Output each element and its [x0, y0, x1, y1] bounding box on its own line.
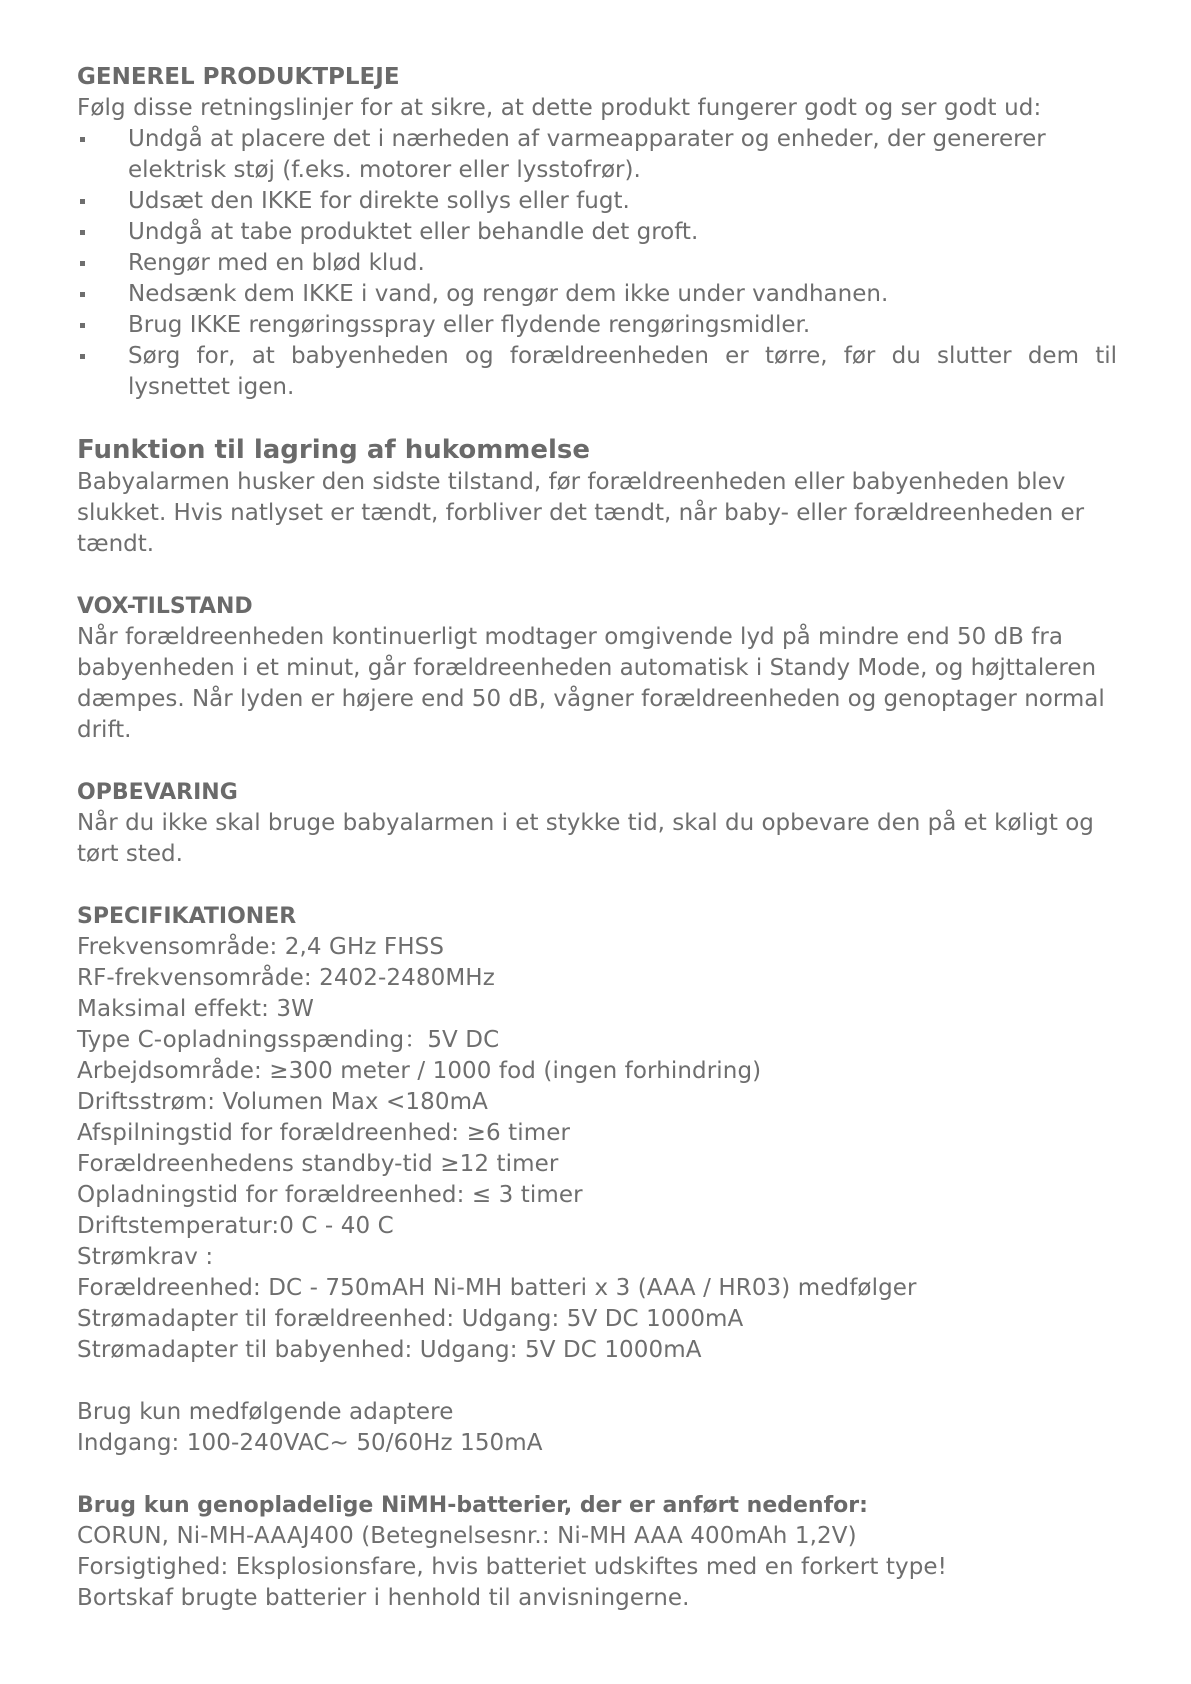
bullet-icon — [80, 137, 85, 142]
vox-heading: VOX-TILSTAND — [77, 594, 253, 619]
list-item-text: Rengør med en blød klud. — [128, 250, 425, 276]
list-item-text: Undgå at tabe produktet eller behandle det groft. — [128, 219, 699, 245]
list-item — [77, 217, 1117, 248]
list-item — [77, 124, 1117, 186]
memory-text: Babyalarmen husker den sidste tilstand, før forældreenheden eller babyenheden blev slukket. Hvis natlyset er tændt, forbliver det tændt, når baby- eller forældreenheden er tændt. — [77, 469, 1085, 557]
storage-section — [77, 777, 1117, 870]
adapter-line: Indgang: 100-240VAC~ 50/60Hz 150mA — [77, 1430, 543, 1456]
vox-text: Når forældreenheden kontinuerligt modtager omgivende lyd på mindre end 50 dB fra babyenheden i et minut, går forældreenheden automatisk i Standy Mode, og højttaleren dæmpes. Når lyden er højere end 50 dB, vågner forældreenheden og genoptager normal drift. — [77, 624, 1105, 743]
spec-line: Type C-opladningsspænding：5V DC — [77, 1027, 500, 1053]
battery-heading: Brug kun genopladelige NiMH-batterier, der er anført nedenfor: — [77, 1493, 868, 1518]
adapter-line: Brug kun medfølgende adaptere — [77, 1399, 454, 1425]
list-item-text: Brug IKKE rengøringsspray eller flydende rengøringsmidler. — [128, 312, 811, 338]
spec-line: Maksimal effekt: 3W — [77, 996, 314, 1022]
list-item-text: Nedsænk dem IKKE i vand, og rengør dem ikke under vandhanen. — [128, 281, 889, 307]
list-item — [77, 248, 1117, 279]
battery-line: Bortskaf brugte batterier i henhold til anvisningerne. — [77, 1585, 690, 1611]
list-item — [77, 279, 1117, 310]
general-care-heading: GENEREL PRODUKTPLEJE — [77, 64, 400, 90]
spec-line: Strømadapter til forældreenhed: Udgang: 5V DC 1000mA — [77, 1306, 744, 1332]
list-item — [77, 341, 1117, 403]
bullet-icon — [80, 354, 85, 359]
specifications-section — [77, 901, 1117, 1459]
storage-heading: OPBEVARING — [77, 780, 238, 805]
spec-line: Forældreenhedens standby-tid ≥12 timer — [77, 1151, 559, 1177]
list-item-text: Udsæt den IKKE for direkte sollys eller fugt. — [128, 188, 630, 214]
spec-line: Opladningstid for forældreenhed: ≤ 3 timer — [77, 1182, 583, 1208]
general-care-section — [77, 62, 1117, 403]
list-item-text: Undgå at placere det i nærheden af varmeapparater og enheder, der genererer elektrisk støj (f.eks. motorer eller lysstofrør). — [128, 126, 1046, 183]
spec-line: Strømadapter til babyenhed: Udgang: 5V DC 1000mA — [77, 1337, 702, 1363]
spec-line: Strømkrav : — [77, 1244, 214, 1270]
spec-line: Afspilningstid for forældreenhed: ≥6 timer — [77, 1120, 571, 1146]
list-item — [77, 186, 1117, 217]
spec-line: RF-frekvensområde: 2402-2480MHz — [77, 965, 495, 991]
page-content — [77, 62, 1117, 1614]
spec-line: Arbejdsområde: ≥300 meter / 1000 fod (ingen forhindring) — [77, 1058, 762, 1084]
memory-heading: Funktion til lagring af hukommelse — [77, 435, 591, 465]
spec-line: Driftsstrøm: Volumen Max <180mA — [77, 1089, 488, 1115]
bullet-icon — [80, 292, 85, 297]
spec-line: Frekvensområde: 2,4 GHz FHSS — [77, 934, 445, 960]
bullet-icon — [80, 199, 85, 204]
list-item — [77, 310, 1117, 341]
bullet-icon — [80, 261, 85, 266]
list-item-text: Sørg for, at babyenheden og forældreenheden er tørre, før du slutter dem til lysnettet igen. — [128, 343, 1117, 400]
specifications-heading: SPECIFIKATIONER — [77, 904, 297, 929]
battery-section — [77, 1490, 1117, 1614]
bullet-icon — [80, 230, 85, 235]
spec-line: Forældreenhed: DC - 750mAH Ni-MH batteri x 3 (AAA / HR03) medfølger — [77, 1275, 917, 1301]
battery-line: CORUN, Ni-MH-AAAJ400 (Betegnelsesnr.: Ni-MH AAA 400mAh 1,2V) — [77, 1523, 857, 1549]
battery-line: Forsigtighed: Eksplosionsfare, hvis batteriet udskiftes med en forkert type! — [77, 1554, 947, 1580]
general-care-intro: Følg disse retningslinjer for at sikre, at dette produkt fungerer godt og ser godt ud: — [77, 95, 1042, 121]
bullet-icon — [80, 323, 85, 328]
storage-text: Når du ikke skal bruge babyalarmen i et stykke tid, skal du opbevare den på et køligt og tørt sted. — [77, 810, 1094, 867]
spec-line: Driftstemperatur:0 C - 40 C — [77, 1213, 394, 1239]
care-guidelines-list — [77, 124, 1117, 403]
vox-section — [77, 591, 1117, 746]
memory-section — [77, 434, 1117, 560]
